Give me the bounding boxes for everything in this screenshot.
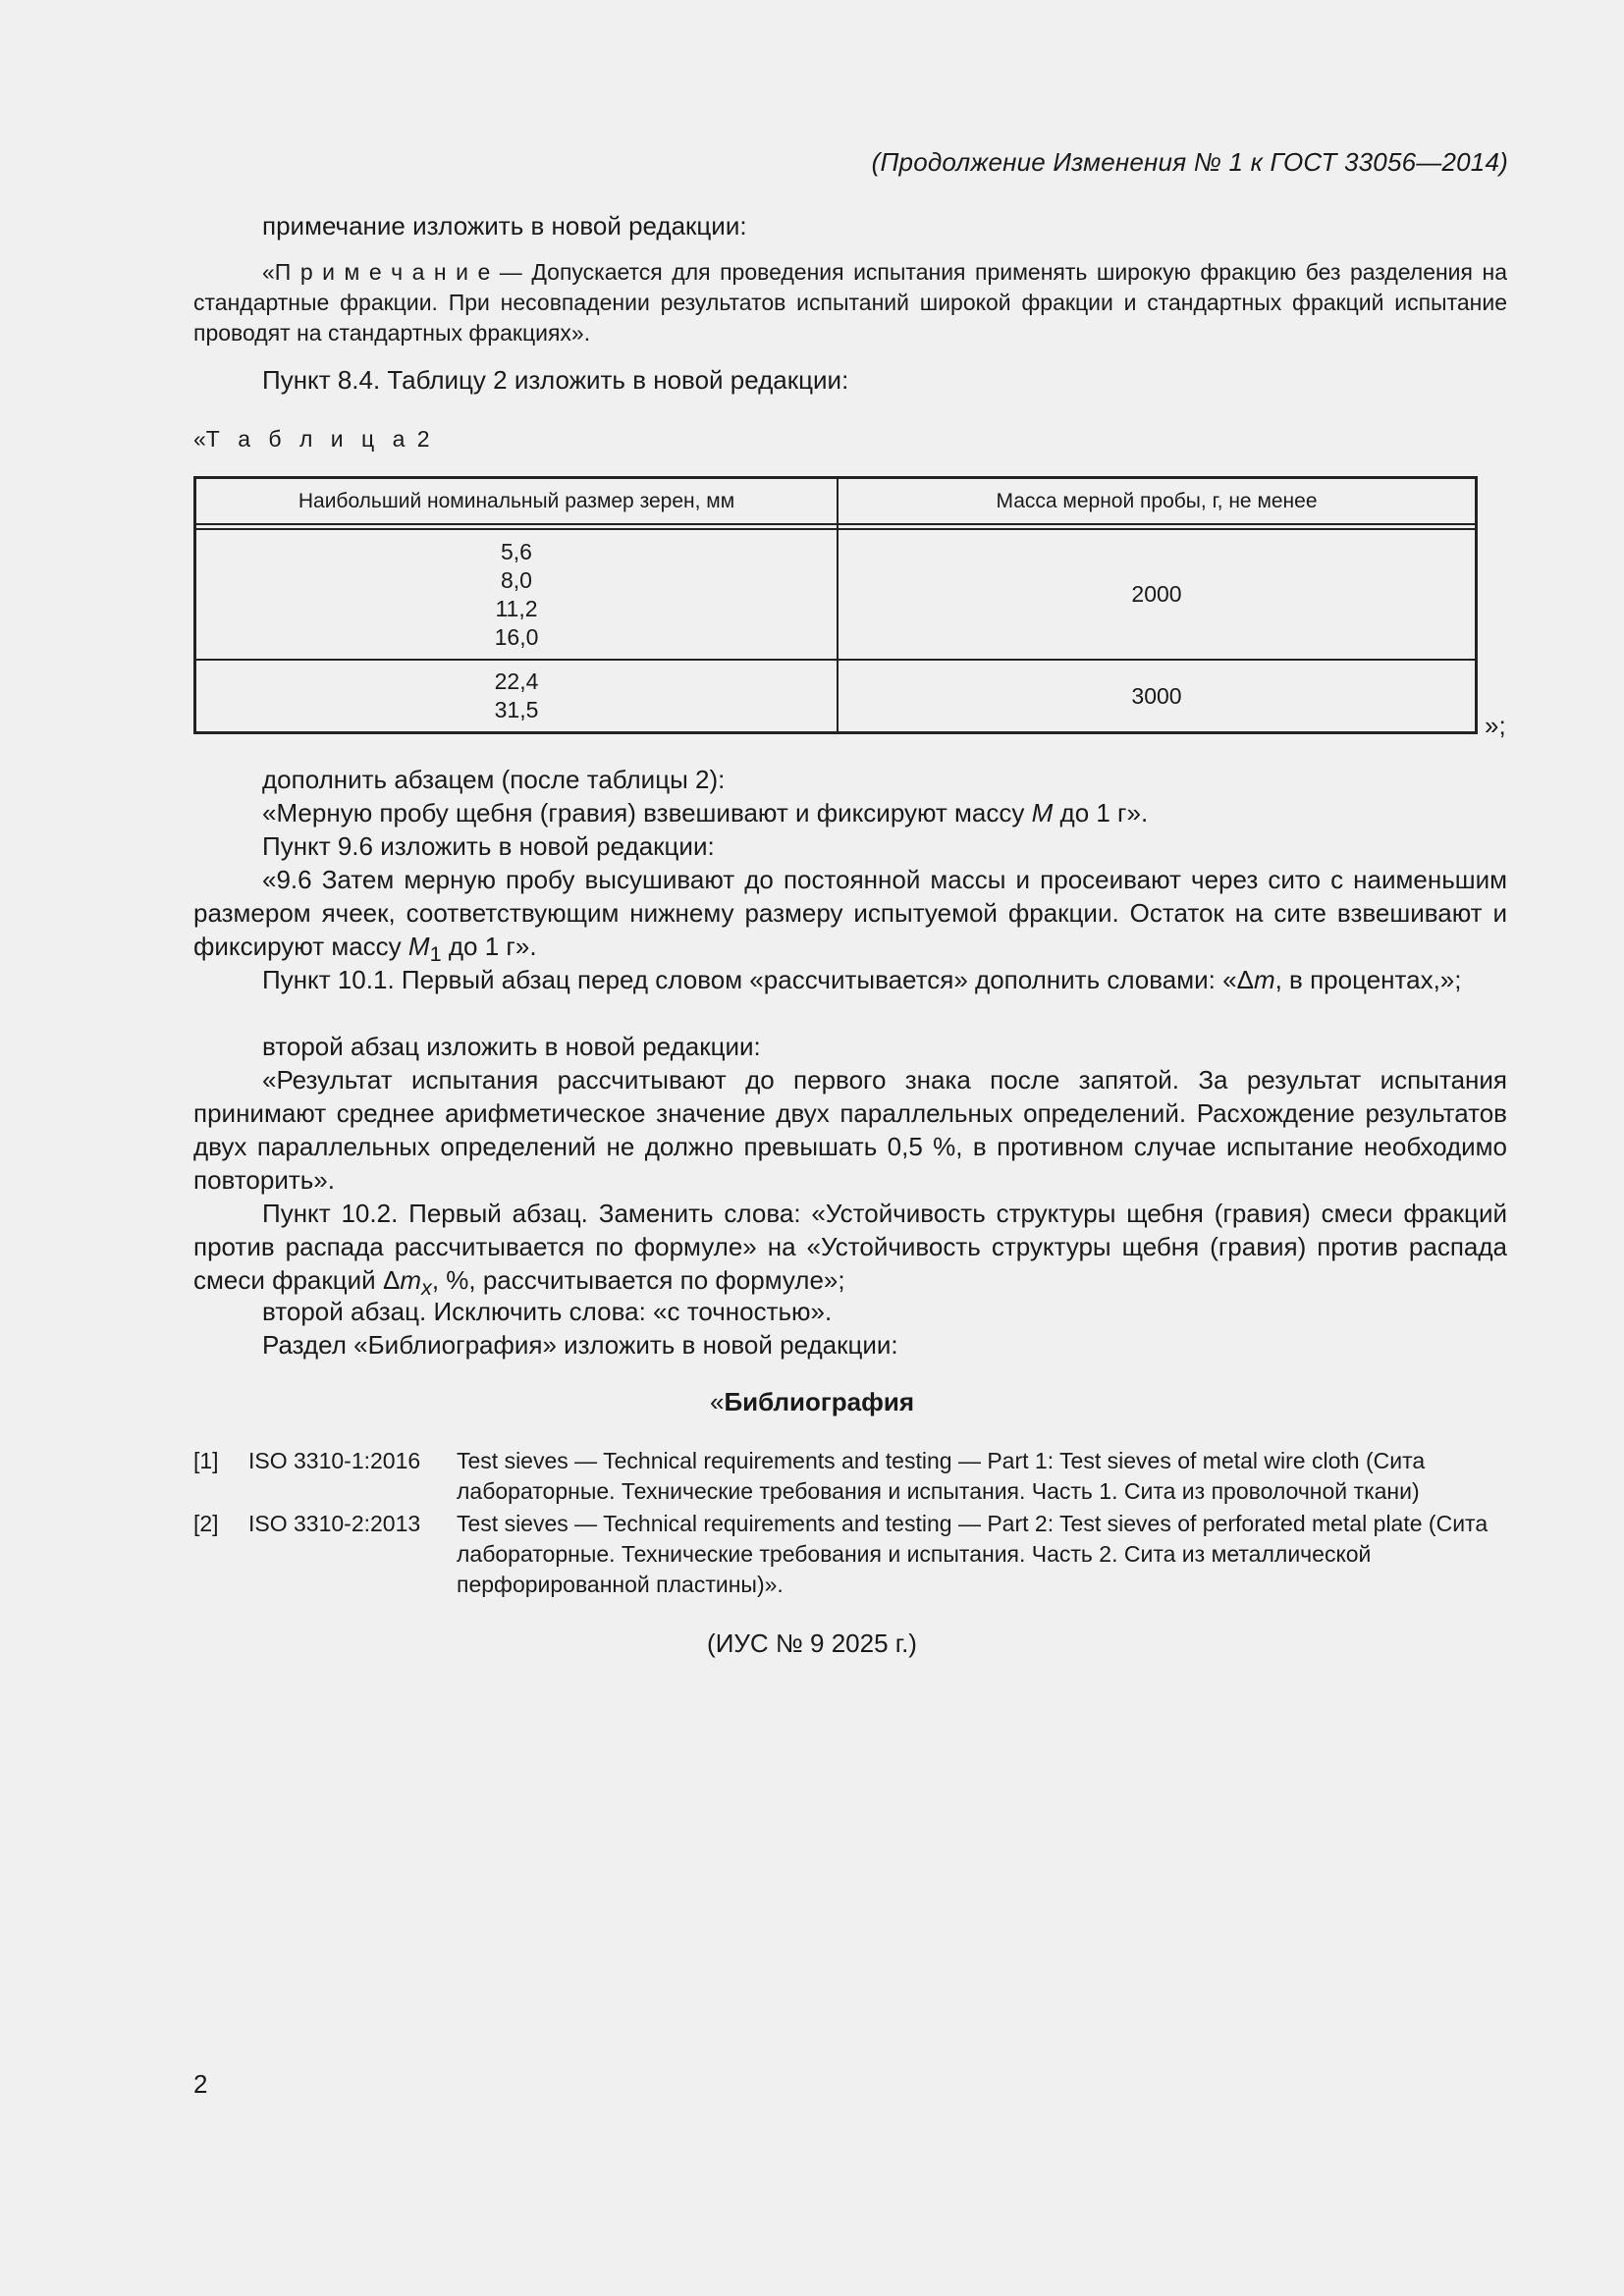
paragraph-note-intro: примечание изложить в новой редакции: [262, 211, 747, 240]
table-closing-quote: »; [1485, 711, 1506, 740]
paragraph-result-text: «Результат испытания рассчитывают до первого знака после запятой. За результат испытания принимают среднее арифметическое значение двух параллельных определений. Расхождение результатов двух параллельных определений не должно превышать 0,5 %, в противном случае испытание необходимо повторить». [193, 1065, 1507, 1195]
ius-reference: (ИУС № 9 2025 г.) [707, 1629, 917, 1658]
table-cell-sizes-row2: 22,4 31,5 [494, 668, 539, 722]
ref-text: Test sieves — Technical requirements and testing — Part 2: Test sieves of perforated metal plate (Сита лабораторные. Технические требования и испытания. Часть 2. Сита из металлической перфорированной пластины)». [457, 1511, 1489, 1597]
ref-number: [2] [193, 1511, 219, 1536]
note-paragraph [193, 257, 1507, 348]
paragraph-item-10-1: Пункт 10.1. Первый абзац перед словом «рассчитывается» дополнить словами: «Δm, в процентах,»; [262, 965, 1462, 994]
paragraph-item-9-6: Пункт 9.6 изложить в новой редакции: [262, 831, 715, 861]
table-caption-label: Т а б л и ц а [205, 426, 411, 452]
ref-code: ISO 3310-1:2016 [248, 1448, 421, 1473]
note-label: «П р и м е ч а н и е [262, 259, 491, 285]
bibliography-entry [193, 1446, 1507, 1507]
running-header: (Продолжение Изменения № 1 к ГОСТ 33056—2014) [871, 147, 1508, 177]
paragraph-table-intro: Пункт 8.4. Таблицу 2 изложить в новой редакции: [262, 365, 849, 395]
table-caption-number: 2 [416, 426, 430, 452]
ref-code: ISO 3310-2:2013 [248, 1511, 421, 1536]
bibliography-title: «Библиография [709, 1387, 914, 1416]
bibliography-entry [193, 1509, 1507, 1600]
table-caption: «Т а б л и ц а 2 [193, 426, 430, 452]
paragraph-item-10-2: Пункт 10.2. Первый абзац. Заменить слова: «Устойчивость структуры щебня (гравия) смеси фракций против распада рассчитывается по формуле» на «Устойчивость структуры щебня (гравия) против распада смеси фракций $\Delta m_x$, %, рассчитывается по формуле»; [193, 1199, 1507, 1301]
paragraph-sample-mass: «Мерную пробу щебня (гравия) взвешивают и фиксируют массу M до 1 г». [262, 798, 1149, 828]
paragraph-9-6-text: «9.6 Затем мерную пробу высушивают до постоянной массы и просеивают через сито с наименьшим размером ячеек, соответствующим нижнему размеру испытуемой фракции. Остаток на сите взвешивают и фиксируют массу $M_1$ до 1 г». [193, 865, 1507, 967]
page-number: 2 [193, 2069, 208, 2099]
table-header-size: Наибольший номинальный размер зерен, мм [298, 490, 735, 512]
table-cell-mass-row2: 3000 [1131, 682, 1182, 709]
ref-number: [1] [193, 1448, 219, 1473]
note-text: — Допускается для проведения испытания применять широкую фракцию без разделения на стандартные фракции. При несовпадении результатов испытаний широкой фракции и стандартных фракций испытание проводят на стандартных фракциях». [193, 259, 1507, 346]
paragraph-add-after-table: дополнить абзацем (после таблицы 2): [262, 765, 726, 794]
paragraph-bibliography-intro: Раздел «Библиография» изложить в новой редакции: [262, 1330, 898, 1360]
table-2 [193, 476, 1478, 734]
table-header-rule [196, 523, 1475, 525]
table-cell-mass-row1: 2000 [1131, 581, 1182, 607]
table-cell-sizes-row1: 5,6 8,0 11,2 16,0 [494, 538, 539, 650]
ref-text: Test sieves — Technical requirements and testing — Part 1: Test sieves of metal wire cloth (Сита лабораторные. Технические требования и испытания. Часть 1. Сита из проволочной ткани) [457, 1448, 1426, 1504]
paragraph-exclude-words: второй абзац. Исключить слова: «с точностью». [262, 1297, 833, 1326]
table-header-mass: Масса мерной пробы, г, не менее [996, 490, 1318, 512]
paragraph-second-abz: второй абзац изложить в новой редакции: [262, 1032, 761, 1061]
